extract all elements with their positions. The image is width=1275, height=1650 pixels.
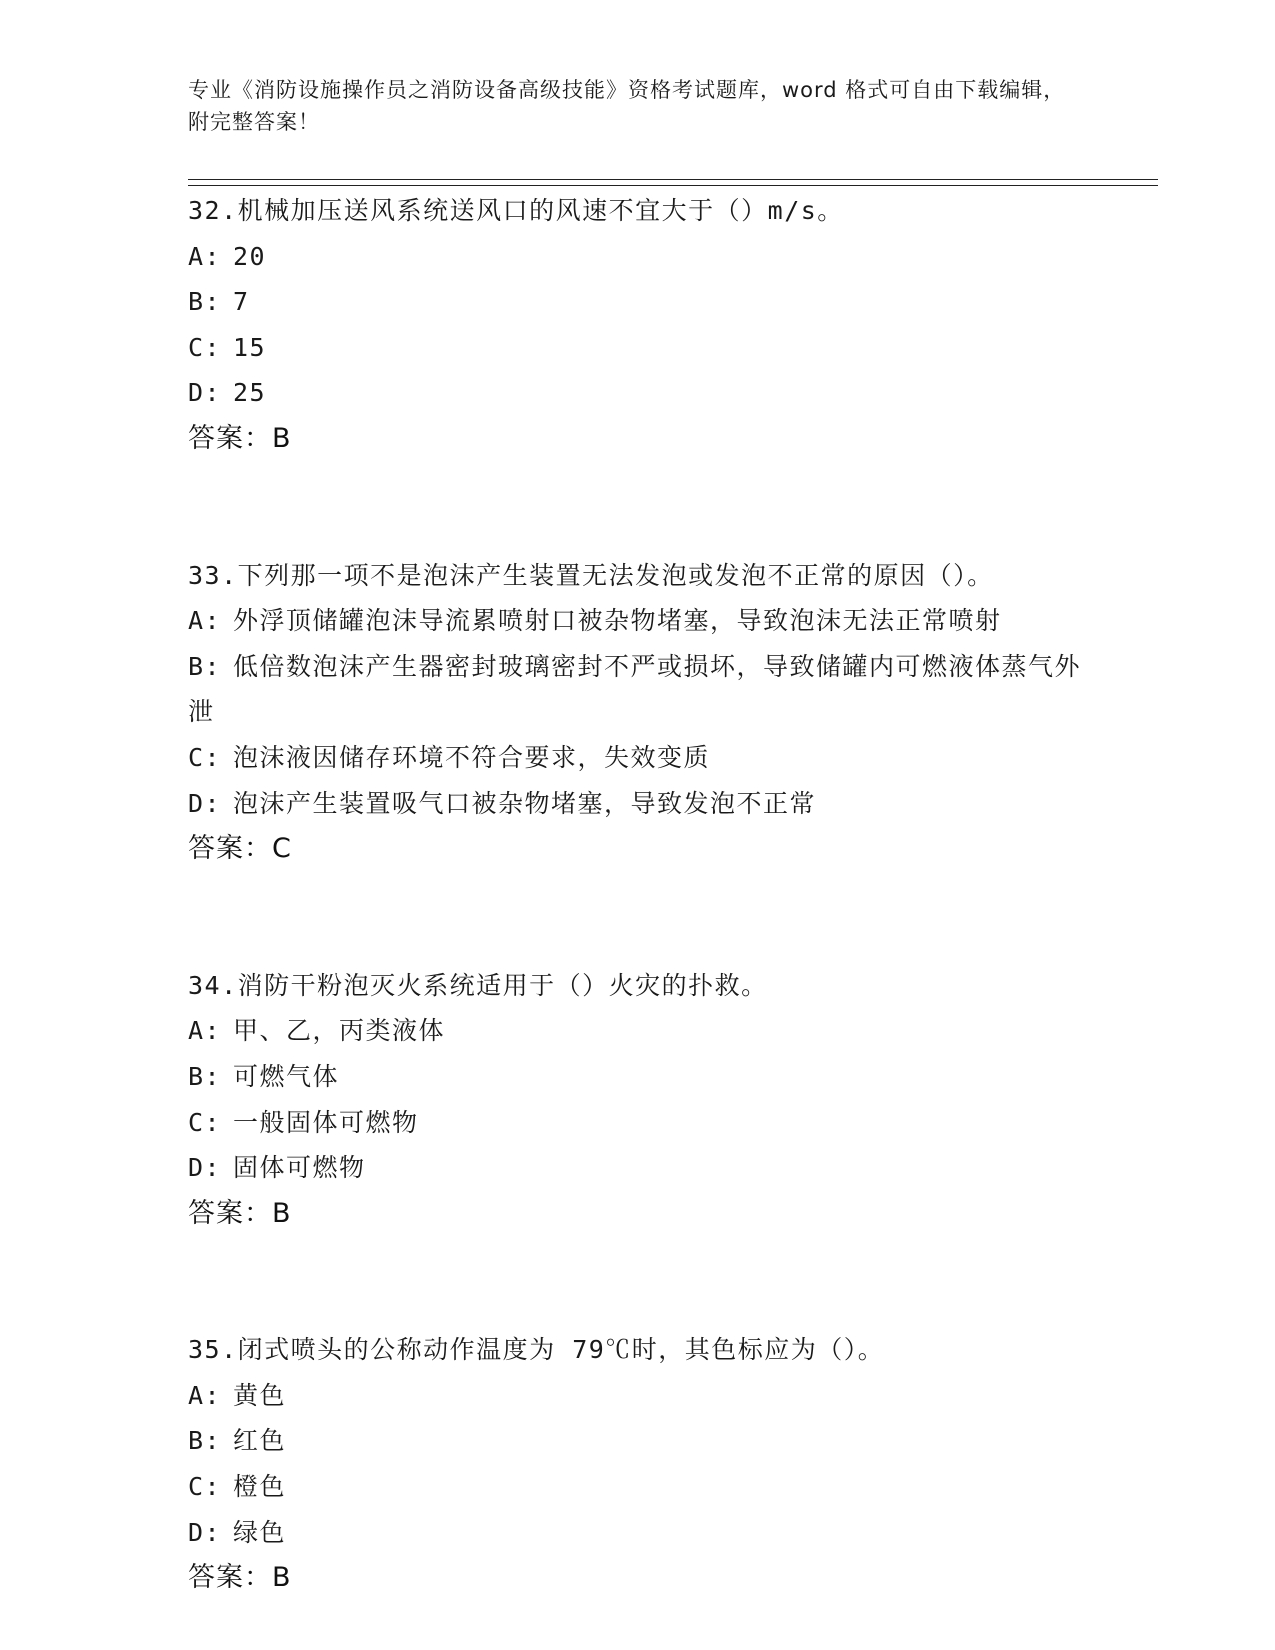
option-text: 7	[233, 287, 250, 317]
option-label: A:	[188, 1016, 222, 1046]
option-a	[188, 1373, 1088, 1419]
option-label: B:	[188, 651, 222, 681]
option-label: D:	[188, 788, 222, 818]
option-label: B:	[188, 287, 222, 317]
question-35	[188, 1327, 1088, 1601]
option-d	[188, 1145, 1088, 1191]
option-label: C:	[188, 742, 222, 772]
option-label: C:	[188, 1472, 222, 1502]
option-label: A:	[188, 606, 222, 636]
option-a	[188, 1008, 1088, 1054]
question-list	[188, 188, 1088, 1601]
option-text: 黄色	[233, 1380, 287, 1410]
answer-line: 答案：C	[188, 833, 292, 865]
option-text: 红色	[233, 1426, 287, 1456]
option-d	[188, 781, 1088, 827]
option-label: B:	[188, 1061, 222, 1091]
option-text: 20	[233, 241, 267, 271]
question-32	[188, 188, 1088, 462]
option-label: C:	[188, 1107, 222, 1137]
option-d	[188, 370, 1088, 416]
option-label: B:	[188, 1426, 222, 1456]
question-spacer	[188, 1236, 1088, 1327]
answer-line: 答案：B	[188, 422, 292, 454]
option-c	[188, 325, 1088, 371]
option-text: 可燃气体	[233, 1061, 340, 1091]
option-label: A:	[188, 241, 222, 271]
option-label: C:	[188, 332, 222, 362]
option-text: 低倍数泡沫产生器密封玻璃密封不严或损坏，导致储罐内可燃液体蒸气外泄	[188, 651, 1082, 727]
option-c	[188, 1464, 1088, 1510]
option-b	[188, 279, 1088, 325]
header-divider-bottom	[188, 185, 1158, 186]
option-text: 外浮顶储罐泡沫导流累喷射口被杂物堵塞，导致泡沫无法正常喷射	[233, 606, 1002, 636]
option-b	[188, 1054, 1088, 1100]
option-a	[188, 598, 1088, 644]
option-text: 15	[233, 332, 267, 362]
option-text: 25	[233, 378, 267, 408]
answer-line: 答案：B	[188, 1197, 292, 1229]
option-text: 甲、乙，丙类液体	[233, 1016, 446, 1046]
option-text: 泡沫液因储存环境不符合要求，失效变质	[233, 742, 711, 772]
question-spacer	[188, 872, 1088, 963]
option-c	[188, 735, 1088, 781]
option-a	[188, 234, 1088, 280]
option-b	[188, 1418, 1088, 1464]
option-text: 固体可燃物	[233, 1153, 366, 1183]
option-text: 泡沫产生装置吸气口被杂物堵塞，导致发泡不正常	[233, 788, 817, 818]
answer-line: 答案：B	[188, 1562, 292, 1594]
question-stem: 33.下列那一项不是泡沫产生装置无法发泡或发泡不正常的原因（）。	[188, 560, 994, 590]
option-c	[188, 1100, 1088, 1146]
question-stem: 35.闭式喷头的公称动作温度为 79℃时，其色标应为（）。	[188, 1335, 885, 1365]
option-b	[188, 644, 1088, 735]
question-33	[188, 553, 1088, 872]
header-divider-top	[188, 179, 1158, 180]
question-stem: 32.机械加压送风系统送风口的风速不宜大于（）m/s。	[188, 196, 844, 225]
question-stem: 34.消防干粉泡灭火系统适用于（）火灾的扑救。	[188, 970, 768, 1000]
option-label: D:	[188, 378, 222, 408]
option-text: 绿色	[233, 1517, 287, 1547]
option-label: D:	[188, 1153, 222, 1183]
question-34	[188, 963, 1088, 1237]
option-label: A:	[188, 1380, 222, 1410]
question-spacer	[188, 462, 1088, 553]
option-text: 橙色	[233, 1472, 287, 1502]
document-header: 专业《消防设施操作员之消防设备高级技能》资格考试题库，word 格式可自由下载编辑，附完整答案！	[188, 78, 1066, 134]
option-text: 一般固体可燃物	[233, 1107, 419, 1137]
option-d	[188, 1510, 1088, 1556]
option-label: D:	[188, 1517, 222, 1547]
